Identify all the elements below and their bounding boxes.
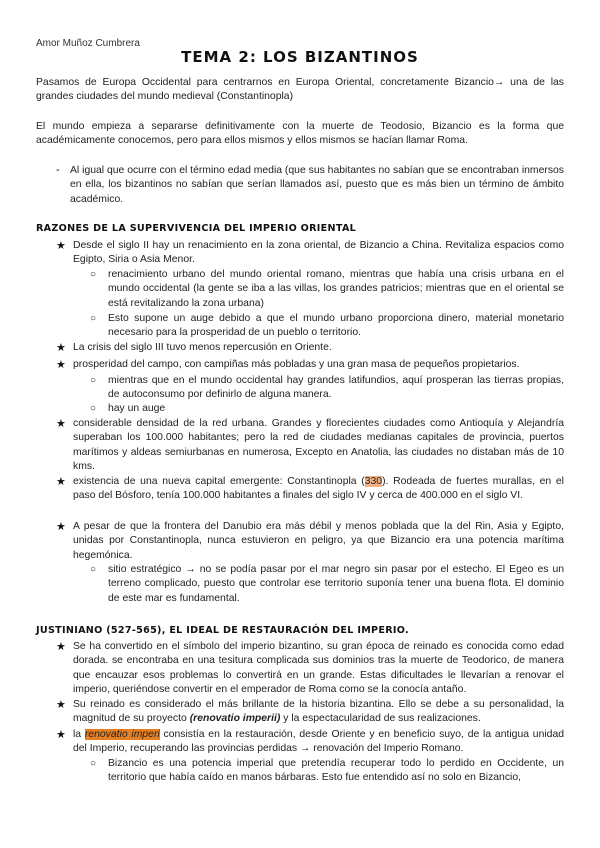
list-item-text: existencia de una nueva capital emergente: Constantinopla ( [73,476,365,487]
star-bullet-icon: ★ [56,342,66,354]
section-heading-razones: RAZONES DE LA SUPERVIVENCIA DEL IMPERIO ORIENTAL [36,223,357,234]
highlighted-year: 330 [364,476,383,487]
page-title: TEMA 2: LOS BIZANTINOS [181,48,419,66]
list-item: La crisis del siglo III tuvo menos repercusión en Oriente. [73,342,332,353]
sub-list-item: renacimiento urbano del mundo oriental romano, mientras que había una crisis urbana en el mundo occidental (la gente se iba a las villas, los grandes patricios; mientras que en el oriental se está revitalizando la zona urbana) [108,269,564,309]
list-item: considerable densidad de la red urbana. Grandes y florecientes ciudades como Antioquía y Alejandría superaban los 100.000 habitantes; pero la red de ciudades medianas capitales de provincia, puertos marítimos y aldeas semiurbanas en numerosa, Excepto en Anatolia, las ciudades no distaban más de 10 kms. [73,418,564,473]
emphasis-renovatio: (renovatio imperii) [189,713,281,725]
list-item-text: y la espectacularidad de sus realizaciones. [280,713,481,725]
star-bullet-icon: ★ [56,729,66,741]
list-item: A pesar de que la frontera del Danubio era más débil y menos poblada que la del Rin, Asia y Egipto, unidas por Constantinopla, nunca estuvieron en peligro, ya que Bizancio era una potencia marítima hegemónica. [73,521,564,561]
list-item-text: ). Rodeada de fuertes murallas, en el paso del Bósforo, tenía 100.000 habitantes a finales del siglo IV y cerca de 400.000 en el siglo VI. [73,476,564,502]
sub-list-item: Bizancio es una potencia imperial que pretendía recuperar todo lo perdido en Occidente, un territorio que había caído en manos bárbaras. Esto fue entendido así no solo en Bizancio, [108,758,564,784]
intro-paragraph-1: Pasamos de Europa Occidental para centrarnos en Europa Oriental, concretamente Bizancio→ una de las grandes ciudades del mundo medieval (Constantinopla) [36,77,564,103]
section-heading-justiniano: JUSTINIANO (527-565), EL IDEAL DE RESTAURACIÓN DEL IMPERIO. [36,625,409,636]
sub-list-item: Esto supone un auge debido a que el mundo urbano proporciona dinero, material monetario necesario para la prosperidad de un pueblo o territorio. [108,313,564,339]
intro-dash-item: Al igual que ocurre con el término edad media (que sus habitantes no sabían que se encontraban inmersos en ella, los bizantinos no sabían que serían llamados así, puesto que es más bien un término de ámbito académico. [70,165,564,205]
list-item: Se ha convertido en el símbolo del imperio bizantino, su gran época de reinado es conocida como edad dorada. se encontraba en una tesitura complicada sus dominios tras la muerte de Teodorico, de manera que encauzar esos problemas lo convertirá en un grande. Estas dificultades le llevarían a renovar el imperio, queriéndose convertir en el emperador de Roma como se la conocía antaño. [73,641,564,696]
star-bullet-icon: ★ [56,240,66,252]
list-item-text: consistía en la restauración, desde Oriente y en beneficio suyo, de la antigua unidad del Imperio, recuperando las provincias perdidas → renovación del Imperio Romano. [73,729,564,755]
star-bullet-icon: ★ [56,359,66,371]
sub-list-item: mientras que en el mundo occidental hay grandes latifundios, aquí prosperan las tierras propias, de autoconsumo por definirlo de alguna manera. [108,375,564,401]
star-bullet-icon: ★ [56,641,66,653]
list-item [73,698,564,727]
star-bullet-icon: ★ [56,699,66,711]
list-item-text: Su reinado es considerado el más brillante de la historia bizantina. Ello se debe a su personalidad, la magnitud de su proyecto [73,699,564,725]
circle-bullet-icon: ○ [90,758,97,769]
highlighted-term: renovatio imperi [84,729,160,740]
list-item: prosperidad del campo, con campiñas más pobladas y una gran masa de pequeños propietarios. [73,359,520,370]
star-bullet-icon: ★ [56,476,66,488]
list-item: Desde el siglo II hay un renacimiento en la zona oriental, de Bizancio a China. Revitaliza espacios como Egipto, Siria o Asia Menor. [73,240,564,266]
circle-bullet-icon: ○ [90,313,97,324]
list-item [73,475,564,504]
sub-list-item: hay un auge [108,403,166,414]
intro-paragraph-2: El mundo empieza a separarse definitivamente con la muerte de Teodosio, Bizancio es la forma que académicamente conocemos, pero para ellos mismos y ellos mismos se hacían llamar Roma. [36,121,564,147]
list-item [73,728,564,757]
star-bullet-icon: ★ [56,418,66,430]
star-bullet-icon: ★ [56,521,66,533]
sub-list-item: sitio estratégico → no se podía pasar por el mar negro sin pasar por el estecho. El Egeo es un terreno complicado, puesto que controlar ese territorio suponía tener una buena flota. El dominio de este mar es fundamental. [108,564,564,604]
circle-bullet-icon: ○ [90,564,97,575]
author-name: Amor Muñoz Cumbrera [36,38,140,49]
circle-bullet-icon: ○ [90,403,97,414]
list-item-text: la [73,729,85,740]
dash-bullet: - [56,164,60,176]
circle-bullet-icon: ○ [90,375,97,386]
circle-bullet-icon: ○ [90,269,97,280]
